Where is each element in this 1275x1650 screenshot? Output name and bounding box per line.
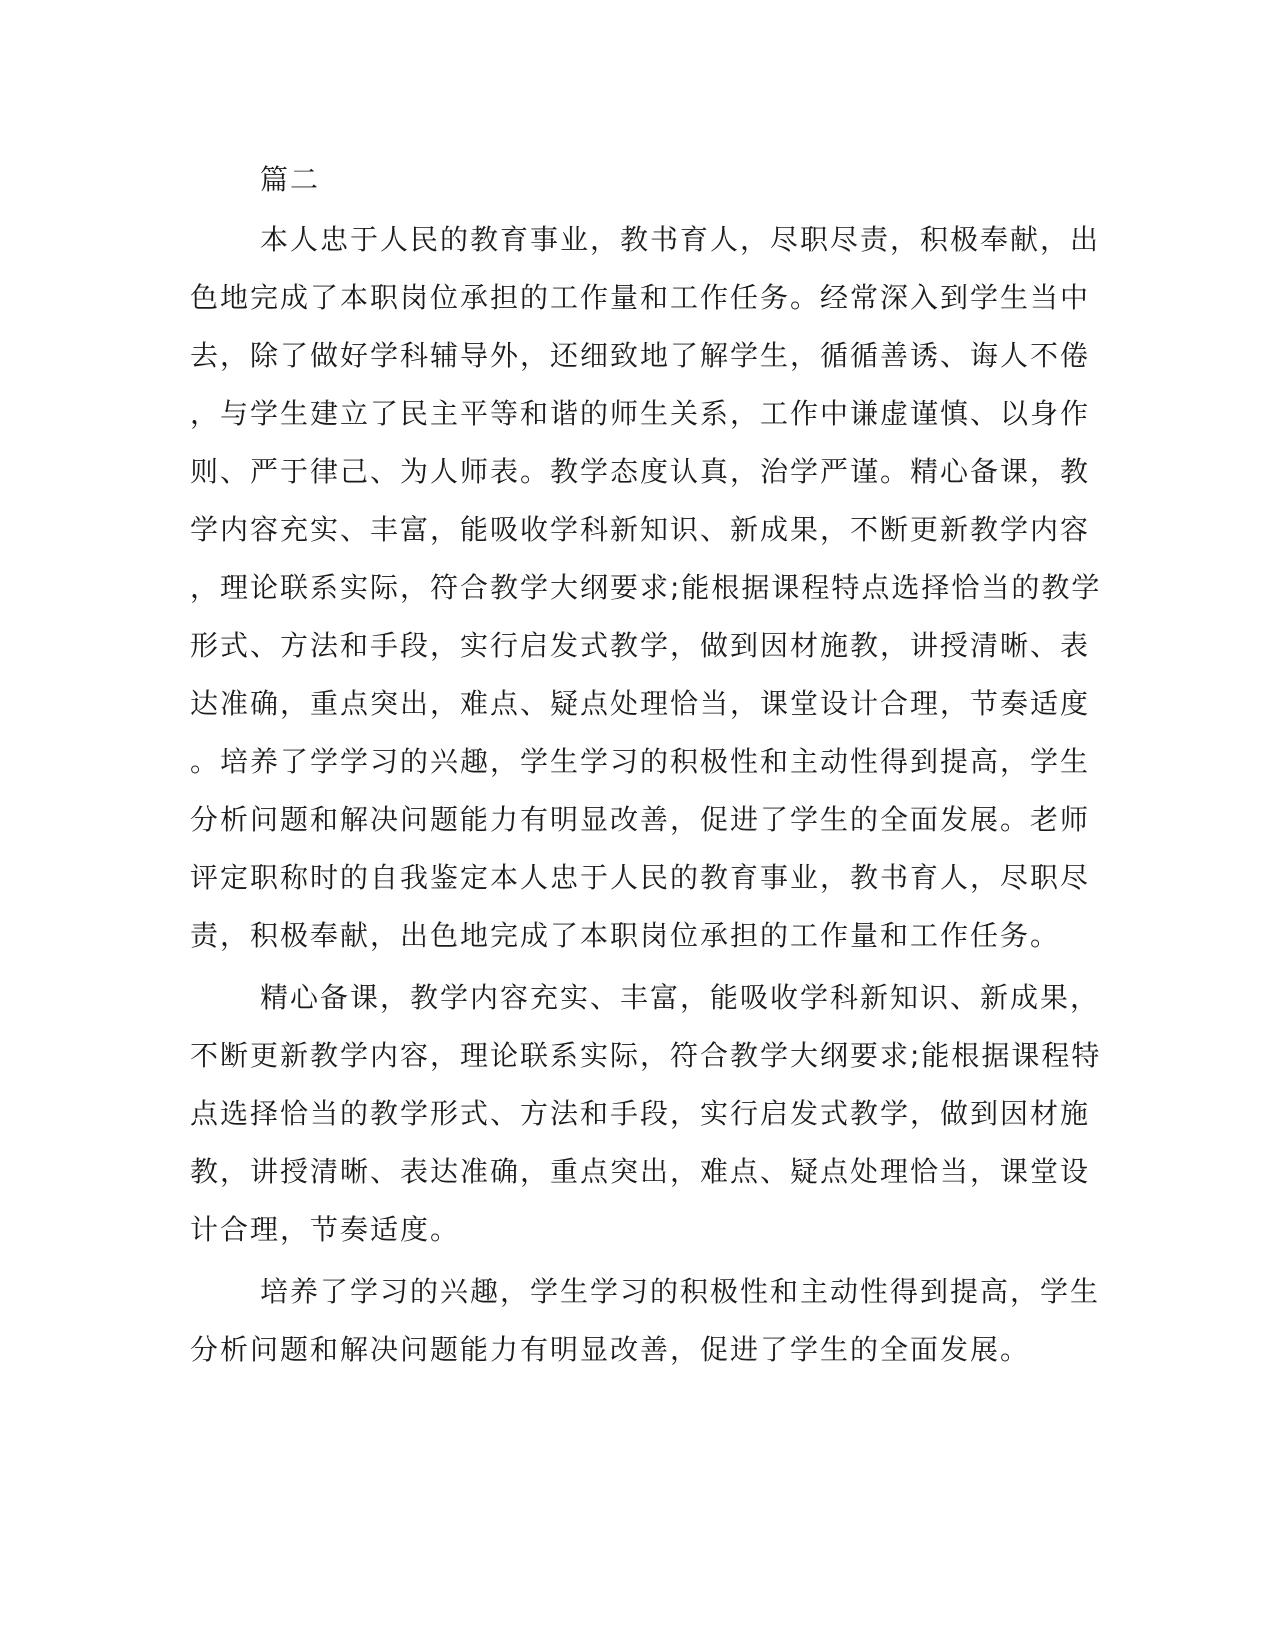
paragraph-line: 色地完成了本职岗位承担的工作量和工作任务。经常深入到学生当中 <box>190 281 1091 314</box>
paragraph-line: 精心备课，教学内容充实、丰富，能吸收学科新知识、新成果， <box>260 981 1101 1014</box>
paragraph-line: 去，除了做好学科辅导外，还细致地了解学生，循循善诱、诲人不倦 <box>190 339 1091 372</box>
paragraph-line: 分析问题和解决问题能力有明显改善，促进了学生的全面发展。 <box>190 1333 1031 1366</box>
paragraph-line: 分析问题和解决问题能力有明显改善，促进了学生的全面发展。老师 <box>190 803 1091 836</box>
paragraph-line: ，与学生建立了民主平等和谐的师生关系，工作中谦虚谨慎、以身作 <box>190 397 1091 430</box>
paragraph-line: 计合理，节奏适度。 <box>190 1213 461 1246</box>
paragraph-line: 本人忠于人民的教育事业，教书育人，尽职尽责，积极奉献，出 <box>260 223 1101 256</box>
paragraph-line: 达准确，重点突出，难点、疑点处理恰当，课堂设计合理，节奏适度 <box>190 687 1091 720</box>
section-heading: 篇二 <box>260 163 321 196</box>
paragraph-line: 则、严于律己、为人师表。教学态度认真，治学严谨。精心备课，教 <box>190 455 1091 488</box>
paragraph-line: 。培养了学学习的兴趣，学生学习的积极性和主动性得到提高，学生 <box>190 745 1091 778</box>
paragraph-line: 教，讲授清晰、表达准确，重点突出，难点、疑点处理恰当，课堂设 <box>190 1155 1091 1188</box>
paragraph-line: 培养了学习的兴趣，学生学习的积极性和主动性得到提高，学生 <box>260 1275 1101 1308</box>
paragraph-line: 形式、方法和手段，实行启发式教学，做到因材施教，讲授清晰、表 <box>190 629 1091 662</box>
paragraph-line: ，理论联系实际，符合教学大纲要求;能根据课程特点选择恰当的教学 <box>190 571 1102 604</box>
paragraph-line: 学内容充实、丰富，能吸收学科新知识、新成果，不断更新教学内容 <box>190 513 1091 546</box>
paragraph-line: 评定职称时的自我鉴定本人忠于人民的教育事业，教书育人，尽职尽 <box>190 861 1091 894</box>
paragraph-line: 点选择恰当的教学形式、方法和手段，实行启发式教学，做到因材施 <box>190 1097 1091 1130</box>
paragraph-line: 不断更新教学内容，理论联系实际，符合教学大纲要求;能根据课程特 <box>190 1039 1102 1072</box>
paragraph-line: 责，积极奉献，出色地完成了本职岗位承担的工作量和工作任务。 <box>190 919 1061 952</box>
